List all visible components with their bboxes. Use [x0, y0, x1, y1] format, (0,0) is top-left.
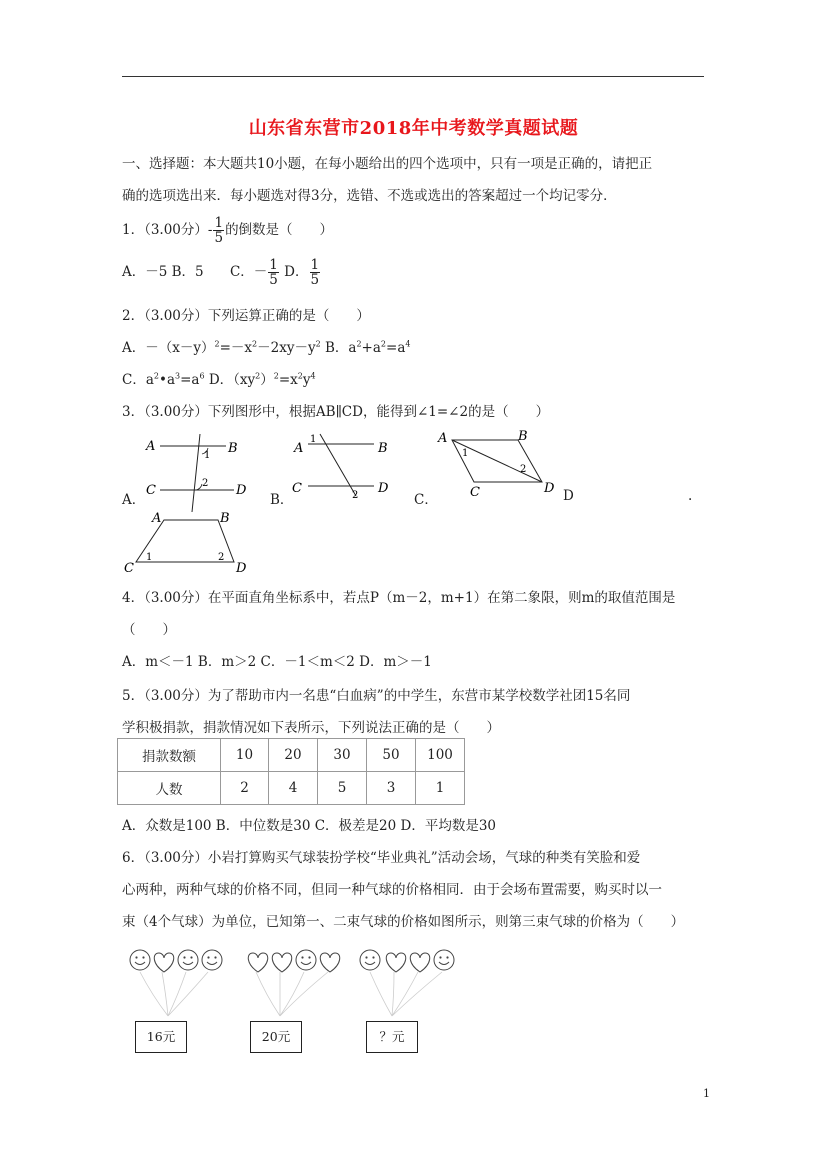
fig-b-angle1: 1	[310, 434, 317, 445]
fig-c-diagonal	[452, 440, 542, 482]
fig-a-angle1: 1	[204, 450, 211, 461]
q3-figure-c	[434, 428, 564, 504]
smile-balloon-icon	[296, 950, 316, 970]
table-cell: 1	[416, 772, 465, 805]
heart-balloon-icon	[410, 953, 429, 972]
page-title: 山东省东营市2018年中考数学真题试题	[248, 118, 579, 139]
question-6-line1: 6．（3.00分）小岩打算购买气球装扮学校“毕业典礼”活动会场，气球的种类有笑脸和爱	[122, 850, 641, 866]
q2-d2: ）	[260, 372, 274, 388]
q2-b-sup2: 2	[380, 339, 387, 349]
q2-c-sup2: 3	[175, 371, 181, 381]
heart-balloon-icon	[272, 953, 291, 972]
section-intro-line2: 确的选项选出来．每小题选对得3分，选错、不选或选出的答案超过一个均记零分．	[122, 188, 617, 204]
table-cell: 4	[269, 772, 318, 805]
q2-c1: C．a	[122, 372, 154, 388]
question-1-options	[122, 258, 321, 287]
q2-d3: =x	[278, 372, 298, 388]
q2-a-sup3: 2	[315, 339, 321, 349]
balloon-bunch-1	[130, 950, 222, 1016]
row2-label: 人数	[118, 772, 221, 805]
q1-option-c-fraction	[268, 258, 279, 287]
question-6-line2: 心两种，两种气球的价格不同，但同一种气球的价格相同．由于会场布置需要，购买时以一	[122, 882, 662, 898]
fig-a-angle2: 2	[202, 478, 209, 489]
q1-d-num: 1	[310, 257, 320, 273]
smile-balloon-icon	[202, 950, 222, 970]
fig-b-label-c: C	[292, 481, 302, 496]
q1-stem-prefix: 1．（3.00分）-	[122, 222, 213, 238]
q3-option-a-label: A．	[122, 492, 146, 508]
fig-c-angle1: 1	[462, 448, 469, 459]
q3-figure-b	[288, 428, 408, 520]
price-box-3: ？元	[366, 1021, 418, 1053]
fig-d-angle1: 1	[146, 552, 153, 563]
question-2-options-ab	[122, 336, 410, 356]
q2-c-sup1: 2	[153, 371, 159, 381]
question-4-options: A．m＜－1 B．m＞2 C．－1＜m＜2 D．m＞－1	[122, 654, 432, 670]
q2-a3: －2xy－y	[257, 340, 316, 356]
q3-figure-a	[140, 428, 260, 520]
q2-c3: =a	[180, 372, 200, 388]
fig-b-label-d: D	[378, 481, 389, 496]
balloon-bunch-2	[248, 950, 339, 1016]
heart-balloon-icon	[320, 953, 339, 972]
fig-b-angle2: 2	[352, 490, 359, 501]
fig-b-label-b: B	[378, 441, 388, 456]
header-rule	[122, 76, 704, 77]
heart-balloon-icon	[248, 953, 267, 972]
table-cell: 20	[269, 739, 318, 772]
question-5-line1: 5．（3.00分）为了帮助市内一名患“白血病”的中学生，东营市某学校数学社团15名同	[122, 688, 631, 704]
question-5-line2: 学积极捐款，捐款情况如下表所示，下列说法正确的是（ ）	[122, 720, 500, 736]
fig-a-label-d: D	[236, 483, 247, 498]
q2-a2: =－x	[219, 340, 253, 356]
heart-balloon-icon	[154, 953, 173, 972]
table-row	[118, 739, 465, 772]
table-cell: 50	[367, 739, 416, 772]
q1-fraction	[213, 216, 224, 245]
q1-c-den: 5	[269, 272, 278, 288]
fig-d-label-d: D	[236, 561, 247, 576]
q2-d4: y	[302, 372, 311, 388]
table-cell: 10	[221, 739, 269, 772]
question-2-stem: 2．（3.00分）下列运算正确的是（ ）	[122, 308, 370, 324]
table-cell: 3	[367, 772, 416, 805]
fig-b-label-a: A	[294, 441, 304, 456]
table-cell: 100	[416, 739, 465, 772]
fig-b-transversal	[320, 434, 356, 496]
section-intro-line1: 一、选择题：本大题共10小题，在每小题给出的四个选项中，只有一项是正确的，请把正	[122, 156, 653, 172]
q1-frac-num: 1	[214, 215, 224, 231]
fig-d-angle2: 2	[218, 552, 225, 563]
fig-a-label-c: C	[146, 483, 156, 498]
q3-option-c-label: C．	[414, 492, 438, 508]
q1-option-d-fraction	[310, 258, 321, 287]
q1-option-c: C．－	[229, 264, 268, 280]
fig-c-label-d: D	[544, 481, 555, 496]
price-box-1: 16元	[135, 1021, 187, 1053]
q2-b3: =a	[386, 340, 406, 356]
q2-a-sup2: 2	[252, 339, 258, 349]
table-row	[118, 772, 465, 805]
heart-balloon-icon	[386, 953, 405, 972]
q1-d-den: 5	[310, 272, 320, 288]
q2-b2: +a	[361, 340, 381, 356]
q1-option-d: D．	[284, 264, 309, 280]
smile-balloon-icon	[434, 950, 454, 970]
q2-a1: A．－（x－y）	[122, 340, 215, 356]
q1-options-ab: A．－5 B．5	[122, 264, 204, 280]
q2-c-sup3: 6	[199, 371, 205, 381]
question-5-options: A．众数是100 B．中位数是30 C．极差是20 D．平均数是30	[122, 818, 496, 834]
balloon-figure	[122, 940, 472, 1020]
q3-option-b-label: B．	[270, 492, 294, 508]
fig-d-label-c: C	[124, 561, 134, 576]
fig-c-angle2: 2	[520, 464, 527, 475]
q2-d1: D．（xy	[204, 372, 256, 388]
fig-d-label-a: A	[152, 511, 162, 526]
question-4-line1: 4．（3.00分）在平面直角坐标系中，若点P（m－2，m+1）在第二象限，则m的取值范围是	[122, 590, 676, 606]
fig-c-label-b: B	[518, 429, 528, 444]
page-number: 1	[703, 1087, 710, 1100]
q2-a-sup1: 2	[214, 339, 220, 349]
balloon-bunch-3	[360, 950, 454, 1016]
q3-figure-d	[122, 510, 252, 576]
question-4-line2: （ ）	[122, 622, 176, 638]
q2-b-sup1: 2	[356, 339, 362, 349]
fig-c-label-a: A	[438, 431, 448, 446]
question-6-line3: 束（4个气球）为单位，已知第一、二束气球的价格如图所示，则第三束气球的价格为（ ）	[122, 914, 685, 930]
q2-d-sup1: 2	[255, 371, 261, 381]
question-1-stem	[122, 216, 333, 245]
question-2-options-cd	[122, 368, 316, 388]
q2-d-sup2: 2	[273, 371, 279, 381]
question-3-stem: 3．（3.00分）下列图形中，根据AB∥CD，能得到∠1=∠2的是（ ）	[122, 404, 550, 420]
q2-b-sup3: 4	[405, 339, 411, 349]
smile-balloon-icon	[130, 950, 150, 970]
fig-a-label-b: B	[228, 441, 238, 456]
row1-label: 捐款数额	[118, 739, 221, 772]
q3-option-d-label: D	[563, 488, 574, 504]
q1-frac-den: 5	[214, 230, 224, 246]
table-cell: 2	[221, 772, 269, 805]
fig-c-label-c: C	[470, 485, 480, 500]
q1-stem-suffix: 的倒数是（ ）	[225, 222, 334, 238]
fig-d-label-b: B	[220, 511, 230, 526]
q2-c2: •a	[158, 372, 175, 388]
table-cell: 5	[318, 772, 367, 805]
q2-d-sup3: 2	[297, 371, 303, 381]
donation-table	[117, 738, 465, 805]
fig-a-label-a: A	[146, 439, 156, 454]
smile-balloon-icon	[178, 950, 198, 970]
table-cell: 30	[318, 739, 367, 772]
q1-c-num: 1	[269, 257, 278, 273]
q3-period: .	[688, 488, 693, 504]
q2-b1: B．a	[320, 340, 357, 356]
price-box-2: 20元	[250, 1021, 302, 1053]
smile-balloon-icon	[360, 950, 380, 970]
q2-d-sup4: 4	[310, 371, 316, 381]
